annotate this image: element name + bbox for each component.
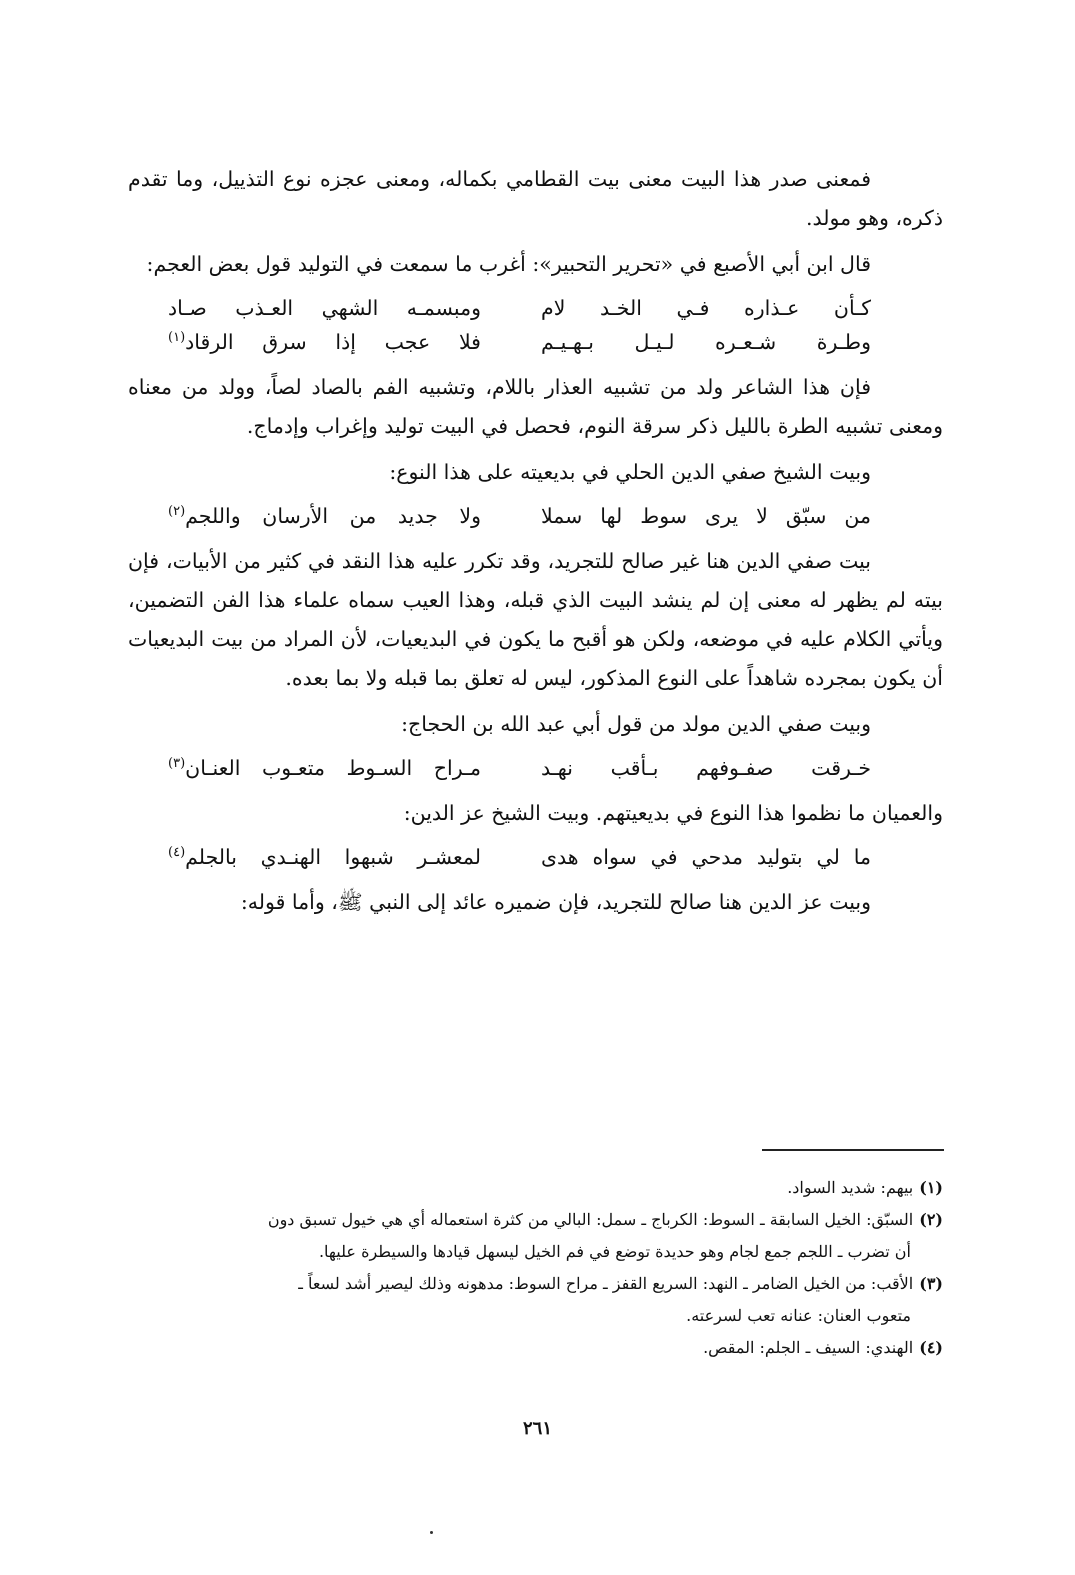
paragraph-3: فإن هذا الشاعر ولد من تشبيه العذار باللام، وتشبيه الفم بالصاد لصاً، وولد من معناه ومعنى تشبيه الطرة بالليل ذكر سرقة النوم، فحصل في البيت توليد وإغراب وإدماج. <box>128 375 943 438</box>
main-text <box>128 160 943 929</box>
footnote-number: (٤) <box>919 1338 943 1357</box>
footnote-4 <box>128 1332 943 1364</box>
verse-4 <box>128 841 943 873</box>
page-number: ٢٦١ <box>522 1418 552 1439</box>
paragraph-1: فمعنى صدر هذا البيت معنى بيت القطامي بكماله، ومعنى عجزه نوع التذييل، وما تقدم ذكره، وهو مولد. <box>128 167 943 230</box>
verse-3-line <box>128 752 943 784</box>
footnote-3 <box>128 1268 943 1332</box>
footnote-marker: (١) <box>168 330 186 346</box>
footnote-number: (١) <box>919 1178 943 1197</box>
footnote-text: بيهم: شديد السواد. <box>787 1178 914 1197</box>
hemistich-first: خـرقت صفـوفهم بـأقب نهـد <box>541 756 871 780</box>
hemistich-second: فلا عجب إذا سرق الرقاد$^{(١)}$ <box>168 330 481 354</box>
footnote-separator <box>762 1149 944 1151</box>
hemistich-first: ما لي بتوليد مدحي في سواه هدى <box>541 845 871 869</box>
footnote-1 <box>128 1172 943 1204</box>
footnote-number: (٣) <box>919 1274 943 1293</box>
verse-4-line <box>128 841 943 873</box>
footnote-continuation: أن تضرب ـ اللجم جمع لجام وهو حديدة توضع في فم الخيل ليسهل قيادها والسيطرة عليها. <box>318 1242 911 1261</box>
verse-2 <box>128 500 943 532</box>
paragraph-7: والعميان ما نظموا هذا النوع في بديعيتهم. وبيت الشيخ عز الدين: <box>403 801 943 825</box>
paragraph-4: وبيت الشيخ صفي الدين الحلي في بديعيته على هذا النوع: <box>389 460 871 484</box>
footnote-2 <box>128 1204 943 1268</box>
paragraph-5: بيت صفي الدين هنا غير صالح للتجريد، وقد تكرر عليه هذا النقد في كثير من الأبيات، فإن بيته لم يظهر له معنى إن لم ينشد البيت الذي قبله، وهذا العيب سماه علماء هذا الفن التضمين، ويأتي الكلام عليه في موضعه، ولكن هو أقبح ما يكون في البديعيات، لأن المراد من بيت البديعيات أن يكون بمجرده شاهداً على النوع المذكور، ليس له تعلق بما قبله ولا بما بعده. <box>128 549 943 690</box>
hemistich-first: كـأن عـذاره فـي الخـد لام <box>541 296 871 320</box>
hemistich-second: مـراح السـوط متعـوب العنـان$^{(٣)}$ <box>168 756 481 780</box>
footnotes <box>128 1172 943 1364</box>
footnote-text: السبّق: الخيل السابقة ـ السوط: الكرباج ـ سمل: البالي من كثرة استعماله أي هي خيول تسبق دون <box>267 1210 914 1229</box>
hemistich-second: ولا جديد من الأرسان واللجم$^{(٢)}$ <box>168 504 481 528</box>
verse-1-line-1 <box>128 292 943 324</box>
footnote-marker: (٣) <box>168 756 186 772</box>
verse-1 <box>128 292 943 358</box>
footnote-marker: (٢) <box>168 504 186 520</box>
paragraph-6: وبيت صفي الدين مولد من قول أبي عبد الله بن الحجاج: <box>401 712 871 736</box>
footnote-text: الأقب: من الخيل الضامر ـ النهد: السريع القفز ـ مراح السوط: مدهونه وذلك ليصير أشد لسعاً ـ <box>298 1274 914 1293</box>
paragraph-2: قال ابن أبي الأصبع في «تحرير التحبير»: أغرب ما سمعت في التوليد قول بعض العجم: <box>146 252 871 276</box>
paragraph-8: وبيت عز الدين هنا صالح للتجريد، فإن ضميره عائد إلى النبي ﷺ، وأما قوله: <box>240 890 871 914</box>
hemistich-second: ومبسمـه الشهي العـذب صـاد <box>168 296 481 320</box>
footnote-number: (٢) <box>919 1210 943 1229</box>
hemistich-first: وطـرة شـعـره لـيـل بـهـيـم <box>541 330 871 354</box>
footnote-continuation: متعوب العنان: عنانه تعب لسرعته. <box>686 1306 911 1325</box>
hemistich-first: من سبّق لا يرى سوط لها سملا <box>541 504 871 528</box>
hemistich-second: لمعشـر شبهوا الهنـدي بالجلم$^{(٤)}$ <box>168 845 481 869</box>
speck <box>430 1531 433 1534</box>
verse-3 <box>128 752 943 784</box>
verse-2-line <box>128 500 943 532</box>
verse-1-line-2 <box>128 326 943 358</box>
footnote-text: الهندي: السيف ـ الجلم: المقص. <box>703 1338 914 1357</box>
footnote-marker: (٤) <box>168 845 186 861</box>
